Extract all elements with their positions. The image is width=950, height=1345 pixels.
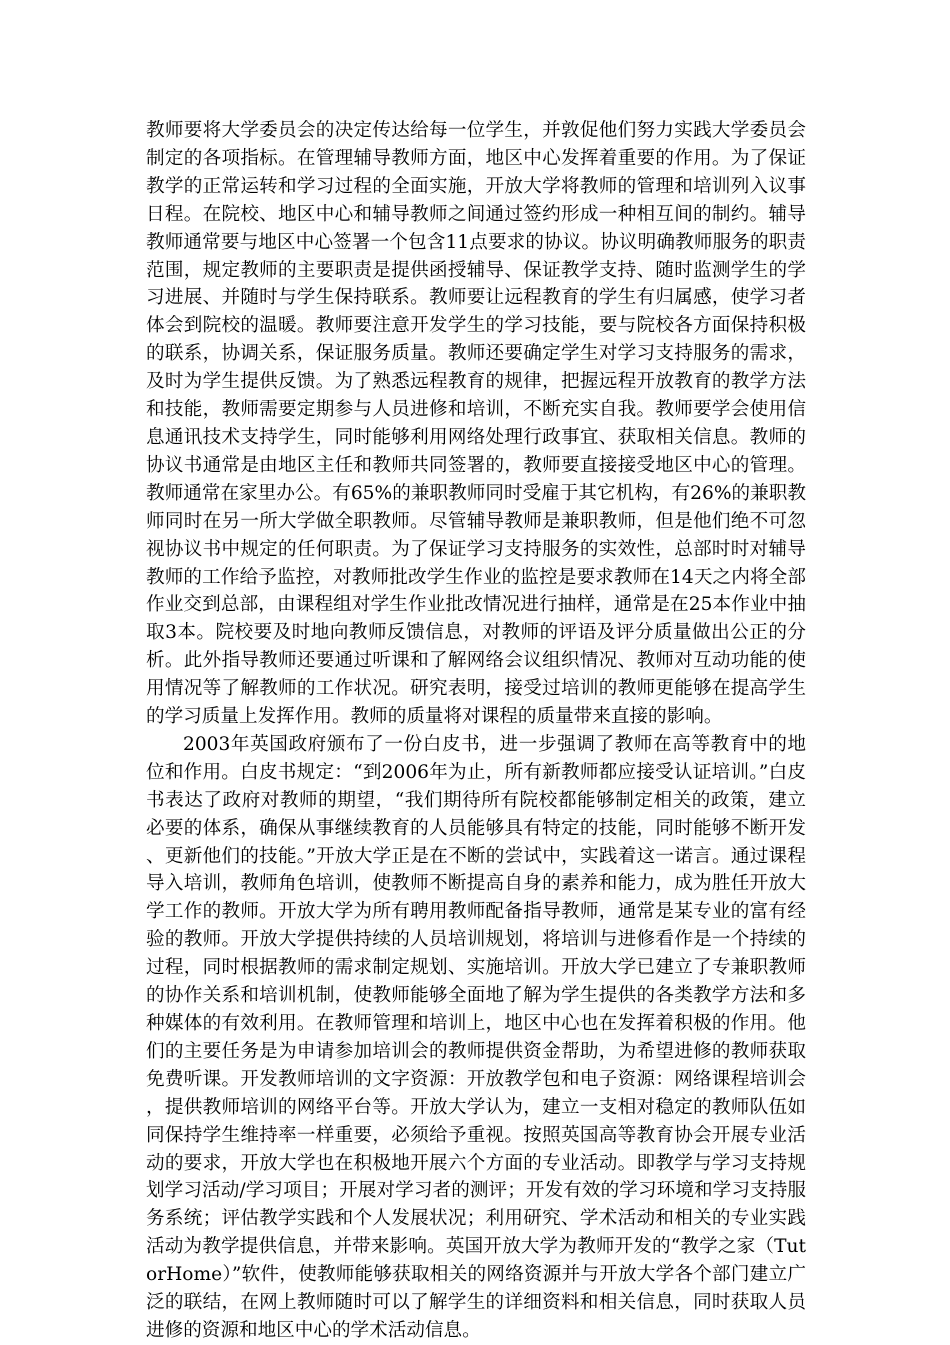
paragraph-teacher-management: 教师要将大学委员会的决定传达给每一位学生，并敦促他们努力实践大学委员会制定的各项指标。在管理辅导教师方面，地区中心发挥着重要的作用。为了保证教学的正常运转和学习过程的全面实施，开放大学将教师的管理和培训列入议事日程。在院校、地区中心和辅导教师之间通过签约形成一种相互间的制约。辅导教师通常要与地区中心签署一个包含11点要求的协议。协议明确教师服务的职责范围，规定教师的主要职责是提供函授辅导、保证教学支持、随时监测学生的学习进展、并随时与学生保持联系。教师要让远程教育的学生有归属感，使学习者体会到院校的温暖。教师要注意开发学生的学习技能，要与院校各方面保持积极的联系，协调关系，保证服务质量。教师还要确定学生对学习支持服务的需求，及时为学生提供反馈。为了熟悉远程教育的规律，把握远程开放教育的教学方法和技能，教师需要定期参与人员进修和培训，不断充实自我。教师要学会使用信息通讯技术支持学生，同时能够利用网络处理行政事宜、获取相关信息。教师的协议书通常是由地区主任和教师共同签署的，教师要直接接受地区中心的管理。教师通常在家里办公。有65%的兼职教师同时受雇于其它机构，有26%的兼职教师同时在另一所大学做全职教师。尽管辅导教师是兼职教师，但是他们绝不可忽视协议书中规定的任何职责。为了保证学习支持服务的实效性，总部时时对辅导教师的工作给予监控，对教师批改学生作业的监控是要求教师在14天之内将全部作业交到总部，由课程组对学生作业批改情况进行抽样，通常是在25本作业中抽取3本。院校要及时地向教师反馈信息，对教师的评语及评分质量做出公正的分析。此外指导教师还要通过听课和了解网络会议组织情况、教师对互动功能的使用情况等了解教师的工作状况。研究表明，接受过培训的教师更能够在提高学生的学习质量上发挥作用。教师的质量将对课程的质量带来直接的影响。 xyxy=(146,120,806,728)
paragraph-white-paper-2003: 2003年英国政府颁布了一份白皮书，进一步强调了教师在高等教育中的地位和作用。白皮书规定：“到2006年为止，所有新教师都应接受认证培训。”白皮书表达了政府对教师的期望，“我们期待所有院校都能够制定相关的政策，建立必要的体系，确保从事继续教育的人员能够具有特定的技能，同时能够不断开发、更新他们的技能。”开放大学正是在不断的尝试中，实践着这一诺言。通过课程导入培训，教师角色培训，使教师不断提高自身的素养和能力，成为胜任开放大学工作的教师。开放大学为所有聘用教师配备指导教师，通常是某专业的富有经验的教师。开放大学提供持续的人员培训规划，将培训与进修看作是一个持续的过程，同时根据教师的需求制定规划、实施培训。开放大学已建立了专兼职教师的协作关系和培训机制，使教师能够全面地了解为学生提供的各类教学方法和多种媒体的有效利用。在教师管理和培训上，地区中心也在发挥着积极的作用。他们的主要任务是为申请参加培训会的教师提供资金帮助，为希望进修的教师获取免费听课。开发教师培训的文字资源：开放教学包和电子资源：网络课程培训会，提供教师培训的网络平台等。开放大学认为，建立一支相对稳定的教师队伍如同保持学生维持率一样重要，必须给予重视。按照英国高等教育协会开展专业活动的要求，开放大学也在积极地开展六个方面的专业活动。即教学与学习支持规划学习活动/学习项目；开展对学习者的测评；开发有效的学习环境和学习支持服务系统；评估教学实践和个人发展状况；利用研究、学术活动和相关的专业实践活动为教学提供信息，并带来影响。英国开放大学为教师开发的“教学之家（TutorHome）”软件，使教师能够获取相关的网络资源并与开放大学各个部门建立广泛的联结，在网上教师随时可以了解学生的详细资料和相关信息，同时获取人员进修的资源和地区中心的学术活动信息。 xyxy=(146,733,806,1341)
document-body xyxy=(146,117,806,1345)
